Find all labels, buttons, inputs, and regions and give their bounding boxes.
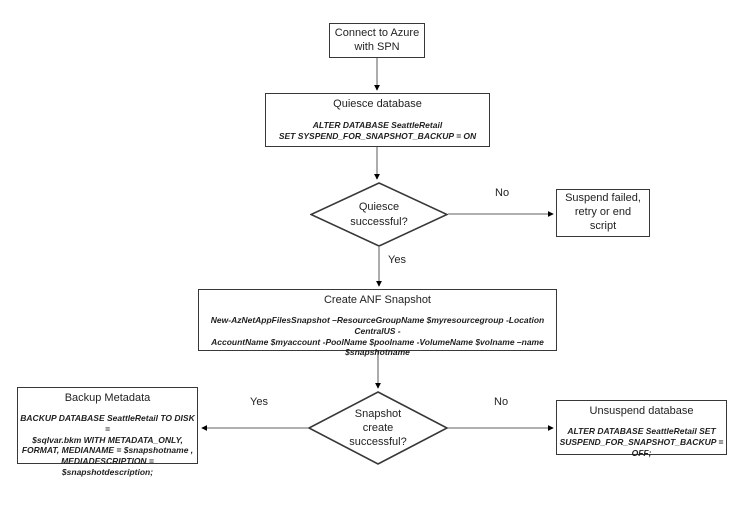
edge-label-snapshot-yes: Yes (250, 396, 268, 408)
node-connect-azure (329, 23, 425, 58)
node-quiesce-code-line2: SET SYSPEND_FOR_SNAPSHOT_BACKUP = ON (278, 130, 477, 141)
node-connect-azure-line1: Connect to Azure (334, 26, 420, 39)
node-backup-code-line1: BACKUP DATABASE SeattleRetail TO DISK = (20, 412, 195, 434)
edge-label-quiesce-no: No (495, 187, 510, 199)
node-backup-title: Backup Metadata (64, 392, 151, 404)
node-connect-azure-line2: with SPN (354, 40, 400, 53)
node-quiesce-code (279, 120, 476, 142)
node-suspend-failed (556, 189, 650, 237)
decision-snapshot-line1: Snapshot (354, 407, 402, 420)
node-backup-code-line2: $sqlvar.bkm WITH METADATA_ONLY, (32, 434, 183, 445)
node-create-anf-snapshot (198, 289, 557, 358)
node-unsuspend-code-line1: ALTER DATABASE SeattleRetail SET (567, 425, 716, 436)
node-quiesce-database (265, 93, 490, 147)
decision-snapshot-line2: create (362, 421, 394, 434)
edge-label-snapshot-no: No (494, 396, 509, 408)
node-quiesce-code-line1: ALTER DATABASE SeattleRetail (312, 119, 443, 130)
node-unsuspend-code (557, 426, 726, 459)
node-backup-code (18, 413, 197, 478)
node-create-code-line3: $snapshotname (345, 347, 410, 358)
node-suspend-failed-line3: script (589, 219, 617, 232)
node-backup-metadata (17, 387, 198, 478)
decision-quiesce-line2: successful? (350, 215, 408, 228)
decision-snapshot-successful (308, 391, 448, 465)
node-create-code-line2: AccountName $myaccount -PoolName $poolname -VolumeName $volname –name (211, 336, 544, 347)
node-suspend-failed-line2: retry or end (574, 206, 632, 219)
node-unsuspend-code-line2: SUSPEND_FOR_SNAPSHOT_BACKUP = OFF; (559, 436, 724, 458)
node-create-code-line1: New-AzNetAppFilesSnapshot –ResourceGroupName $myresourcegroup -Location CentralUS - (210, 314, 545, 336)
decision-snapshot-line3: successful? (349, 436, 407, 449)
node-unsuspend-title: Unsuspend database (589, 405, 694, 417)
node-create-title: Create ANF Snapshot (323, 294, 431, 306)
node-backup-code-line3: FORMAT, MEDIANAME = $snapshotname , (21, 445, 194, 456)
node-backup-code-line4: MEDIADESCRIPTION = $snapshotdescription; (61, 456, 154, 478)
node-unsuspend-database (556, 400, 727, 458)
decision-quiesce-line1: Quiesce (358, 201, 400, 214)
decision-quiesce-successful (310, 182, 448, 247)
edge-label-quiesce-yes: Yes (388, 254, 406, 266)
node-suspend-failed-line1: Suspend failed, (565, 192, 641, 205)
node-quiesce-title: Quiesce database (333, 98, 422, 110)
decision-quiesce-text (310, 182, 448, 247)
node-create-code (199, 315, 556, 359)
decision-snapshot-text (308, 391, 448, 465)
